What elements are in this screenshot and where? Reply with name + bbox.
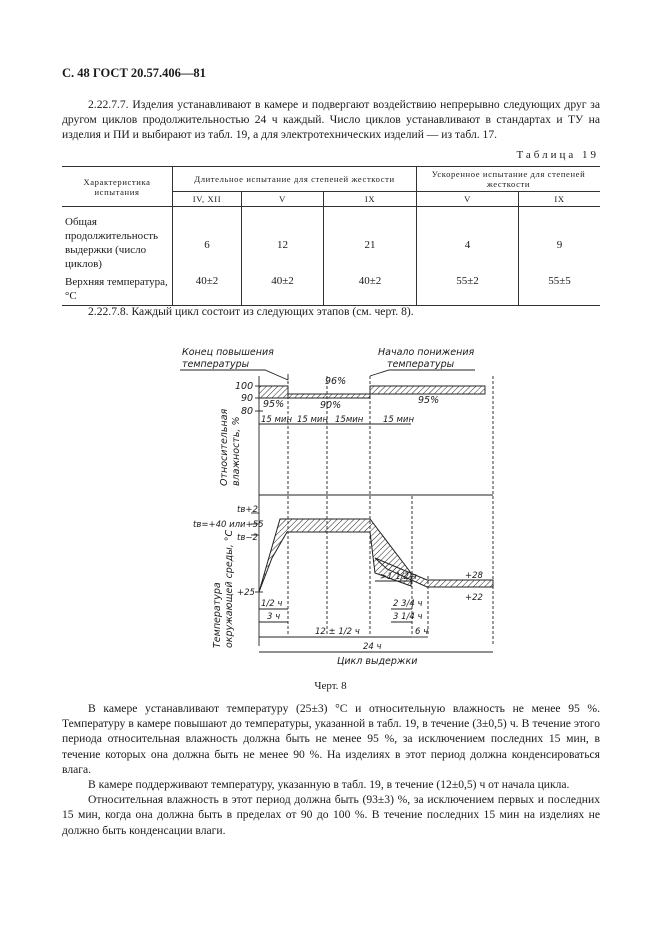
table-cell: 40±2	[324, 273, 417, 306]
table-row	[62, 273, 600, 306]
table-cell: 40±2	[242, 273, 324, 306]
table-19	[62, 166, 600, 306]
temp-minus2-label: tв−2	[237, 533, 258, 543]
y-axis-humidity-1: Относительная	[219, 408, 230, 486]
dim-24h: 24 ч	[363, 642, 382, 652]
dim-cycle: Цикл выдержки	[337, 656, 418, 666]
table-cell: 55±5	[519, 273, 601, 306]
temp-25-label: +25	[237, 588, 255, 598]
table-col-header-characteristic: Характеристика испытания	[62, 167, 173, 207]
paragraph: В камере поддерживают температуру, указанную в табл. 19, в течение (12±0,5) ч от начала цикла.	[88, 778, 570, 792]
paragraph: Относительная влажность в этот период должна быть (93±3) %, за исключением первых и последних 15 мин, когда она должна быть в пределах от 90 до 100 %. В течение последних 15 мин на изделиях не должно быть конденсации влаги.	[62, 793, 600, 837]
min15-d: 15 мин	[383, 415, 415, 425]
hum-95-right-label: 95%	[418, 395, 440, 406]
temp-28-label: +28	[465, 571, 483, 581]
hum-tick-100: 100	[235, 381, 254, 392]
min15-b: 15 мин	[297, 415, 329, 425]
label-start-fall-2: температуры	[387, 359, 455, 370]
hum-95-left-label: 95%	[263, 399, 285, 410]
hum-tick-80: 80	[241, 406, 254, 417]
min15-c: 15мин	[335, 415, 364, 425]
table-group-header-long: Длительное испытание для степеней жесткости	[173, 167, 417, 192]
y-axis-temp-1: Температура	[212, 582, 223, 648]
table-degree-header: V	[417, 192, 519, 207]
page-header: С. 48 ГОСТ 20.57.406—81	[62, 66, 206, 80]
table-group-header-fast: Ускоренное испытание для степеней жесткости	[417, 167, 601, 192]
humidity-band	[259, 386, 485, 398]
table-degree-header: IX	[324, 192, 417, 207]
table-cell: 21	[324, 207, 417, 274]
dim-12h: 12 ± 1/2 ч	[315, 627, 360, 637]
y-axis-humidity-2: влажность, %	[231, 416, 242, 486]
paragraph-2-22-7-8: 2.22.7.8. Каждый цикл состоит из следующих этапов (см. черт. 8).	[88, 305, 414, 318]
paragraph: В камере устанавливают температуру (25±3) °С и относительную влажность не менее 95 %. Температуру в камере повышают до температуры, указанной в табл. 19, в течение (3±0,5) ч. В течение этого периода относительная влажность должна быть не менее 95 %, за исключением последних 15 мин, в течение которых она должна быть не менее 90 %. На изделиях в этот период должна конденсироваться влага.	[62, 702, 600, 776]
table-cell: 12	[242, 207, 324, 274]
hum-tick-90: 90	[241, 393, 254, 404]
hum-96-label: 96%	[325, 376, 347, 387]
temp-plus2-label: tв+2	[237, 505, 258, 515]
cycle-diagram	[175, 336, 505, 666]
dim-2-75h: 2 3/4 ч	[393, 599, 423, 609]
table-degree-header: V	[242, 192, 324, 207]
chart-caption: Черт. 8	[314, 680, 347, 692]
label-start-fall-1: Начало понижения	[378, 347, 475, 358]
y-axis-temp-2: окружающей среды, °С	[224, 529, 235, 648]
table-row-label: Верхняя температура, °С	[62, 273, 173, 306]
table-cell: 55±2	[417, 273, 519, 306]
dim-3h: 3 ч	[267, 612, 281, 622]
table-cell: 9	[519, 207, 601, 274]
table-cell: 6	[173, 207, 242, 274]
paragraph-2-22-7-7: 2.22.7.7. Изделия устанавливают в камере и подвергают воздействию непрерывно следующих друг за другом циклов продолжительностью 24 ч каждый. Число циклов устанавливают в стандартах и ТУ на изделия и ПИ и выбирают из табл. 19, а для электротехнических изделий — из табл. 17.	[62, 98, 600, 142]
min15-a: 15 мин	[261, 415, 293, 425]
label-end-rise-2: температуры	[182, 359, 250, 370]
table-cell: 4	[417, 207, 519, 274]
label-end-rise-1: Конец повышения	[182, 347, 274, 358]
table-cell: 40±2	[173, 273, 242, 306]
dim-3-25h: 3 1/4 ч	[393, 612, 423, 622]
hum-90-label: 90%	[320, 400, 342, 411]
paragraph-cycle-description	[62, 701, 600, 838]
dim-half-hour: 1/2 ч	[261, 599, 283, 609]
dim-6h: 6 ч	[415, 627, 429, 637]
table-caption: Таблица 19	[516, 149, 599, 161]
table-degree-header: IV, XII	[173, 192, 242, 207]
temp-22-label: +22	[465, 593, 483, 603]
temp-main-label: tв=+40 или+55	[193, 520, 264, 530]
table-row	[62, 207, 600, 274]
dim-gt-1-5h: >1 1/2 ч	[380, 572, 417, 582]
table-degree-header: IX	[519, 192, 601, 207]
table-row-label: Общая продолжительность выдержки (число циклов)	[62, 207, 173, 274]
